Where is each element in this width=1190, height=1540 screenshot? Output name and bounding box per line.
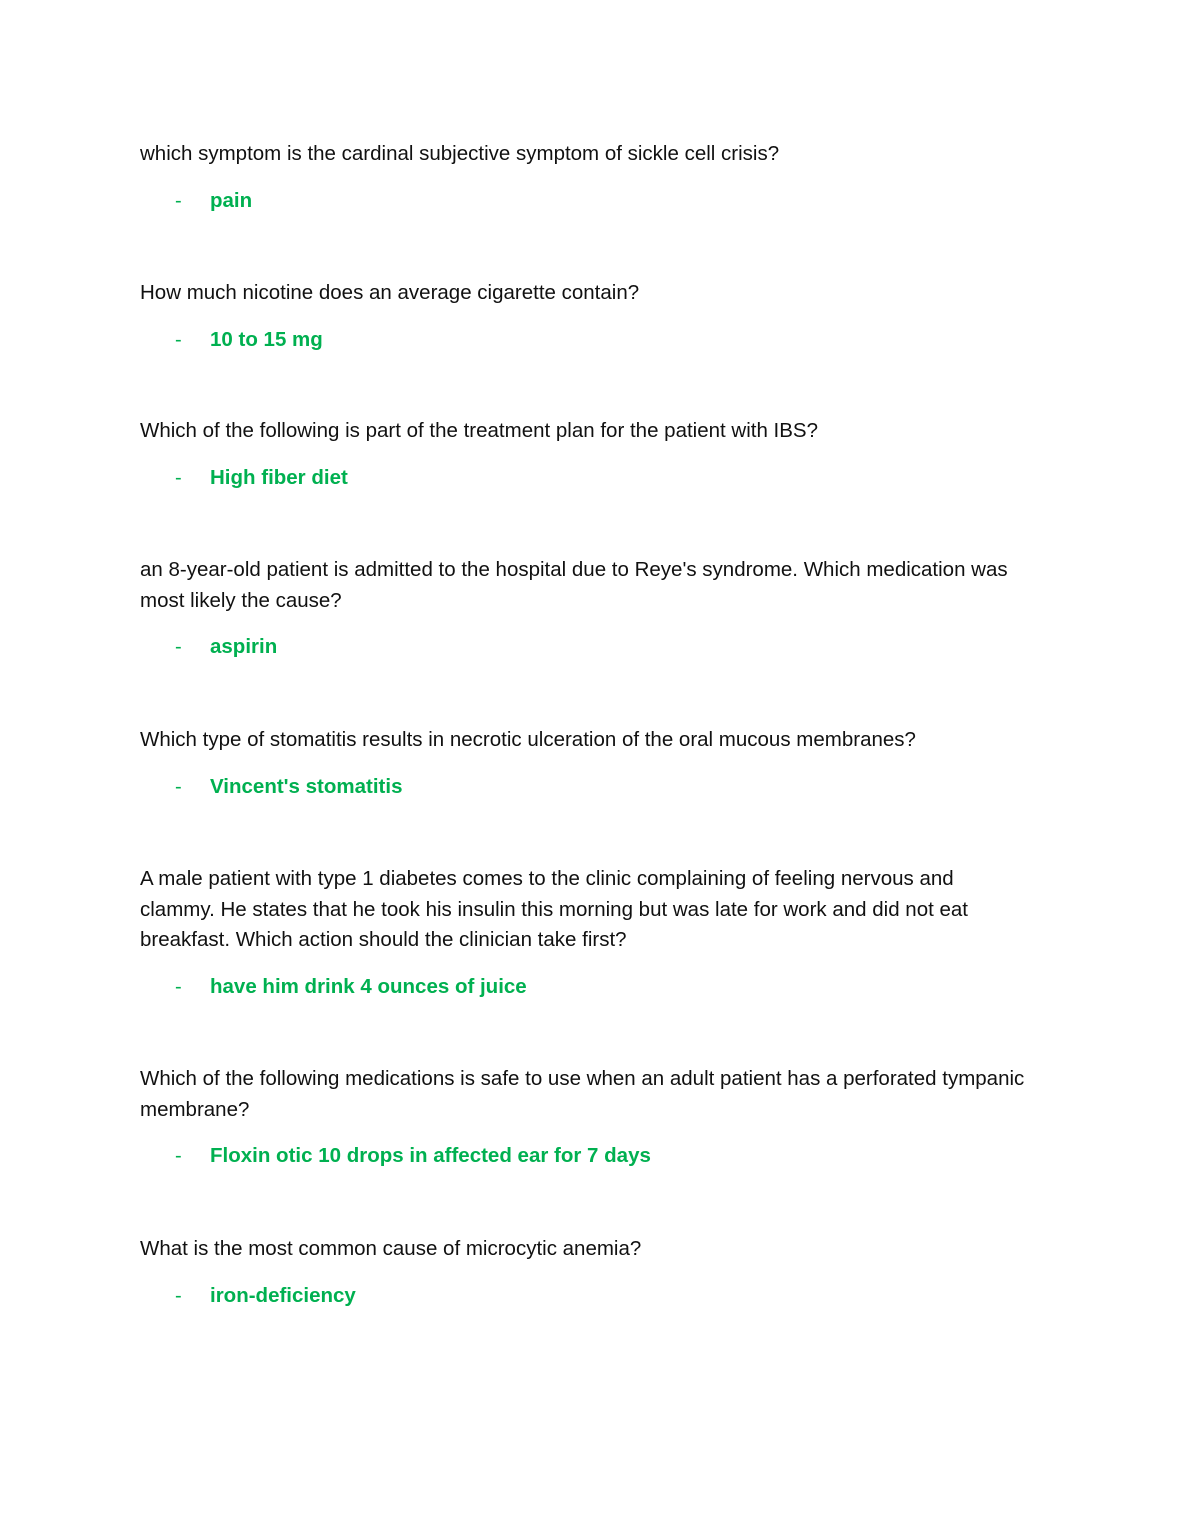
qa-item-2 [140,278,1030,355]
question-text: Which of the following is part of the treatment plan for the patient with IBS? [140,419,819,442]
bullet-dash: - [175,189,182,212]
answer-text: iron-deficiency [210,1283,356,1307]
bullet-dash: - [175,975,182,998]
answer-text: have him drink 4 ounces of juice [210,974,527,998]
bullet-dash: - [175,328,182,351]
question-text: which symptom is the cardinal subjective symptom of sickle cell crisis? [140,142,780,165]
answer-text: aspirin [210,635,278,658]
qa-item-8 [140,1234,1030,1311]
question-text: How much nicotine does an average cigarette contain? [140,281,640,304]
question-text: Which type of stomatitis results in necrotic ulceration of the oral mucous membranes? [140,728,916,751]
answer-text: 10 to 15 mg [210,327,323,351]
bullet-dash: - [175,466,182,489]
question-text: A male patient with type 1 diabetes comes to the clinic complaining of feeling nervous and clammy. He states that he took his insulin this morning but was late for work and did not eat breakfast. Which action should the clinician take first? [140,867,968,951]
answer-row [140,186,1030,216]
bullet-dash: - [175,775,182,798]
answer-text: pain [210,188,253,212]
question-text: What is the most common cause of microcytic anemia? [140,1237,642,1260]
qa-item-5 [140,725,1030,802]
qa-item-6 [140,864,1030,1002]
qa-item-4 [140,555,1030,662]
answer-row [140,632,1030,662]
qa-item-3 [140,416,1030,493]
question-text: an 8-year-old patient is admitted to the hospital due to Reye's syndrome. Which medication was most likely the cause? [140,558,1008,612]
answer-text: Floxin otic 10 drops in affected ear for 7 days [210,1144,651,1167]
answer-row [140,972,1030,1002]
answer-row [140,1281,1030,1311]
qa-item-7 [140,1064,1030,1171]
answer-row [140,325,1030,355]
question-text: Which of the following medications is safe to use when an adult patient has a perforated tympanic membrane? [140,1067,1025,1121]
bullet-dash: - [175,1284,182,1307]
answer-row [140,463,1030,493]
answer-row [140,1141,1030,1171]
answer-text: High fiber diet [210,465,348,489]
answer-row [140,772,1030,802]
answer-text: Vincent's stomatitis [210,774,403,798]
bullet-dash: - [175,1145,182,1167]
bullet-dash: - [175,636,182,658]
qa-item-1 [140,139,1030,216]
